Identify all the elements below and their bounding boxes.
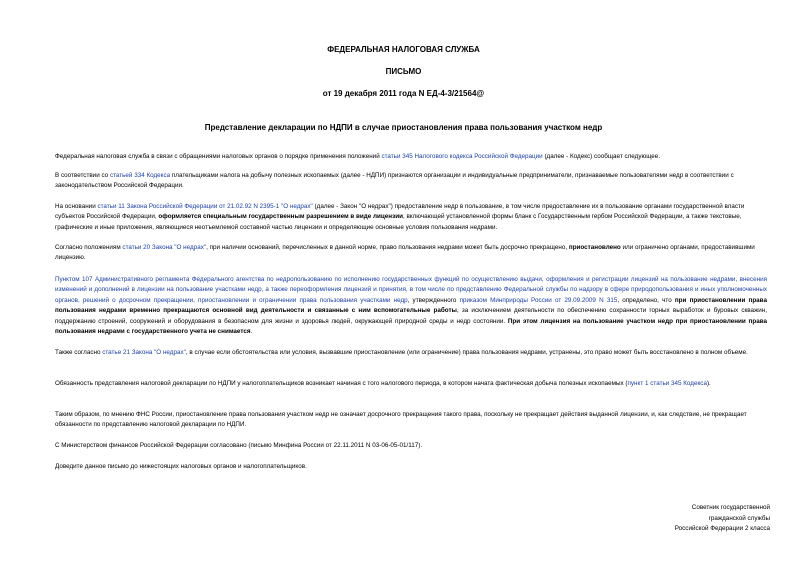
paragraph-9-text-a: С Министерством финансов Российской Федерации согласовано (письмо Минфина России от 22.11.2011 N 03-06-05-01/117). (55, 442, 423, 449)
paragraph-5-text-b: , определено, что (617, 296, 675, 304)
paragraph-7-text-a: Обязанность представления налоговой декларации по НДПИ у налогоплательщиков возникает начиная с того налогового периода, в котором начата фактическая добыча полезных ископаемых ( (55, 380, 628, 387)
link-article-20-subsoil-law[interactable]: статьи 20 Закона "О недрах" (122, 244, 207, 251)
paragraph-4 (55, 243, 767, 264)
paragraph-4-text-c: или ограничено органами, предоставившими лицензию. (55, 244, 755, 262)
paragraph-3 (55, 202, 767, 233)
paragraph-1-text-a: Федеральная налоговая служба в связи с обращениями налоговых органов о порядке применения положений (55, 153, 382, 160)
paragraph-5-bold-1: при приостановлении права пользования недрами временно прекращаются основной вид деятельности и связанные с ним вспомогательные работы (55, 296, 767, 315)
link-article-21-subsoil-law[interactable]: статье 21 Закона "О недрах" (102, 349, 186, 356)
paragraph-3-text-c: , включающей установленной формы бланк с Государственным гербом Российской Федерации, а также текстовые, графические и иные приложения, являющиеся неотъемлемой составной частью лицензии и определяющие основные условия пользования недрами. (55, 213, 742, 231)
paragraph-2-text-b: плательщиками налога на добычу полезных ископаемых (далее - НДПИ) признаются организации и индивидуальные предприниматели, признаваемые пользователями недр в соответствии с законодательством Российской Федерации. (55, 172, 734, 190)
link-administrative-regulation-item-107[interactable]: Пунктом 107 Административного регламента Федерального агентства по недропользованию по исполнению государственных функций по осуществлению выдачи, оформления и регистрации лицензий на пользование недрами, внесения изменений и дополнений в лицензии на пользование участками недр, а также переоформления лицензий и принятия, в том числе по представлению Федеральной службы по надзору в сфере природопользования и иных уполномоченных органов, решений о досрочном прекращении, приостановлении и ограничении права пользования участками недр (55, 276, 767, 304)
document-date-number: от 19 декабря 2011 года N ЕД-4-3/21564@ (322, 89, 485, 98)
paragraph-10 (55, 462, 767, 472)
paragraph-4-bold-1: приостановлено (568, 244, 621, 251)
signature-line-1: Советник государственной (691, 504, 770, 511)
paragraph-8 (55, 410, 767, 431)
paragraph-10-text-a: Доведите данное письмо до нижестоящих налоговых органов и налогоплательщиков. (55, 463, 307, 470)
paragraph-3-text-a: На основании (55, 203, 98, 210)
paragraph-4-text-b: , при наличии оснований, перечисленных в данной норме, право пользования недрами может быть досрочно прекращено, (206, 244, 569, 251)
paragraph-3-bold-1: оформляется специальным государственным разрешением в виде лицензии (158, 213, 403, 221)
paragraph-7-text-b: ). (706, 380, 711, 387)
paragraph-5 (55, 275, 767, 337)
paragraph-7 (55, 379, 767, 389)
link-order-minprirody-315[interactable]: приказом Минприроды России от 29.09.2009 N 315 (459, 296, 618, 304)
paragraph-5-text-d: . (250, 328, 253, 336)
link-article-11-subsoil-law[interactable]: статьи 11 Закона Российской Федерации от 21.02.92 N 2395-1 "О недрах" (97, 203, 313, 210)
paragraph-1 (55, 152, 767, 162)
paragraph-2-text-a: В соответствии со (55, 172, 110, 179)
paragraph-6 (55, 348, 767, 358)
signature-block (600, 503, 770, 535)
paragraph-3-text-b: (далее - Закон "О недрах") предоставление недр в пользование, в том числе предоставление их в пользование органами государственной власти субъектов Российской Федерации, (55, 203, 745, 221)
paragraph-5-text-c: , за исключением деятельности по обеспечению сохранности горных выработок и буровых скважин, поддержанию строений, сооружений и оборудования в безопасном для жизни и здоровья людей, окружающей природной среды и недр состоянии. (55, 307, 768, 325)
paragraph-5-bold-2: При этом лицензия на пользование участком недр при приостановлении права пользования недрами с государственного учета не снимается (55, 317, 767, 336)
paragraph-1-text-b: (далее - Кодекс) сообщает следующее. (542, 153, 661, 160)
paragraph-9 (55, 441, 767, 451)
paragraph-5-text-a: , утвержденного (407, 296, 460, 304)
paragraph-6-text-a: Также согласно (55, 349, 103, 356)
signature-line-3: Российской Федерации 2 класса (674, 525, 770, 532)
document-type: ПИСЬМО (385, 67, 422, 76)
signature-line-2: гражданской службы (708, 514, 770, 522)
link-article-345-tax-code[interactable]: статьи 345 Налогового кодекса Российской Федерации (381, 153, 543, 160)
paragraph-4-text-a: Согласно положениям (55, 244, 123, 251)
agency-title: ФЕДЕРАЛЬНАЯ НАЛОГОВАЯ СЛУЖБА (327, 45, 480, 54)
letter-subject: Представление декларации по НДПИ в случае приостановления права пользования участком недр (204, 123, 603, 132)
link-item-1-article-345-code[interactable]: пункт 1 статьи 345 Кодекса (627, 380, 707, 387)
paragraph-6-text-b: , в случае если обстоятельства или условия, вызвавшие приостановление (или ограничение) права пользования недрами, устранены, это право может быть восстановлено в полном объеме. (185, 349, 748, 356)
paragraph-2 (55, 171, 767, 192)
paragraph-8-text-a: Таким образом, по мнению ФНС России, приостановление права пользования участком недр не означает досрочного прекращения такого права, поскольку не прекращает действия выданной лицензии, и, как следствие, не прекращает обязанности по представлению налоговой декларации по НДПИ. (55, 411, 747, 429)
link-article-334-code[interactable]: статьей 334 Кодекса (109, 172, 171, 179)
